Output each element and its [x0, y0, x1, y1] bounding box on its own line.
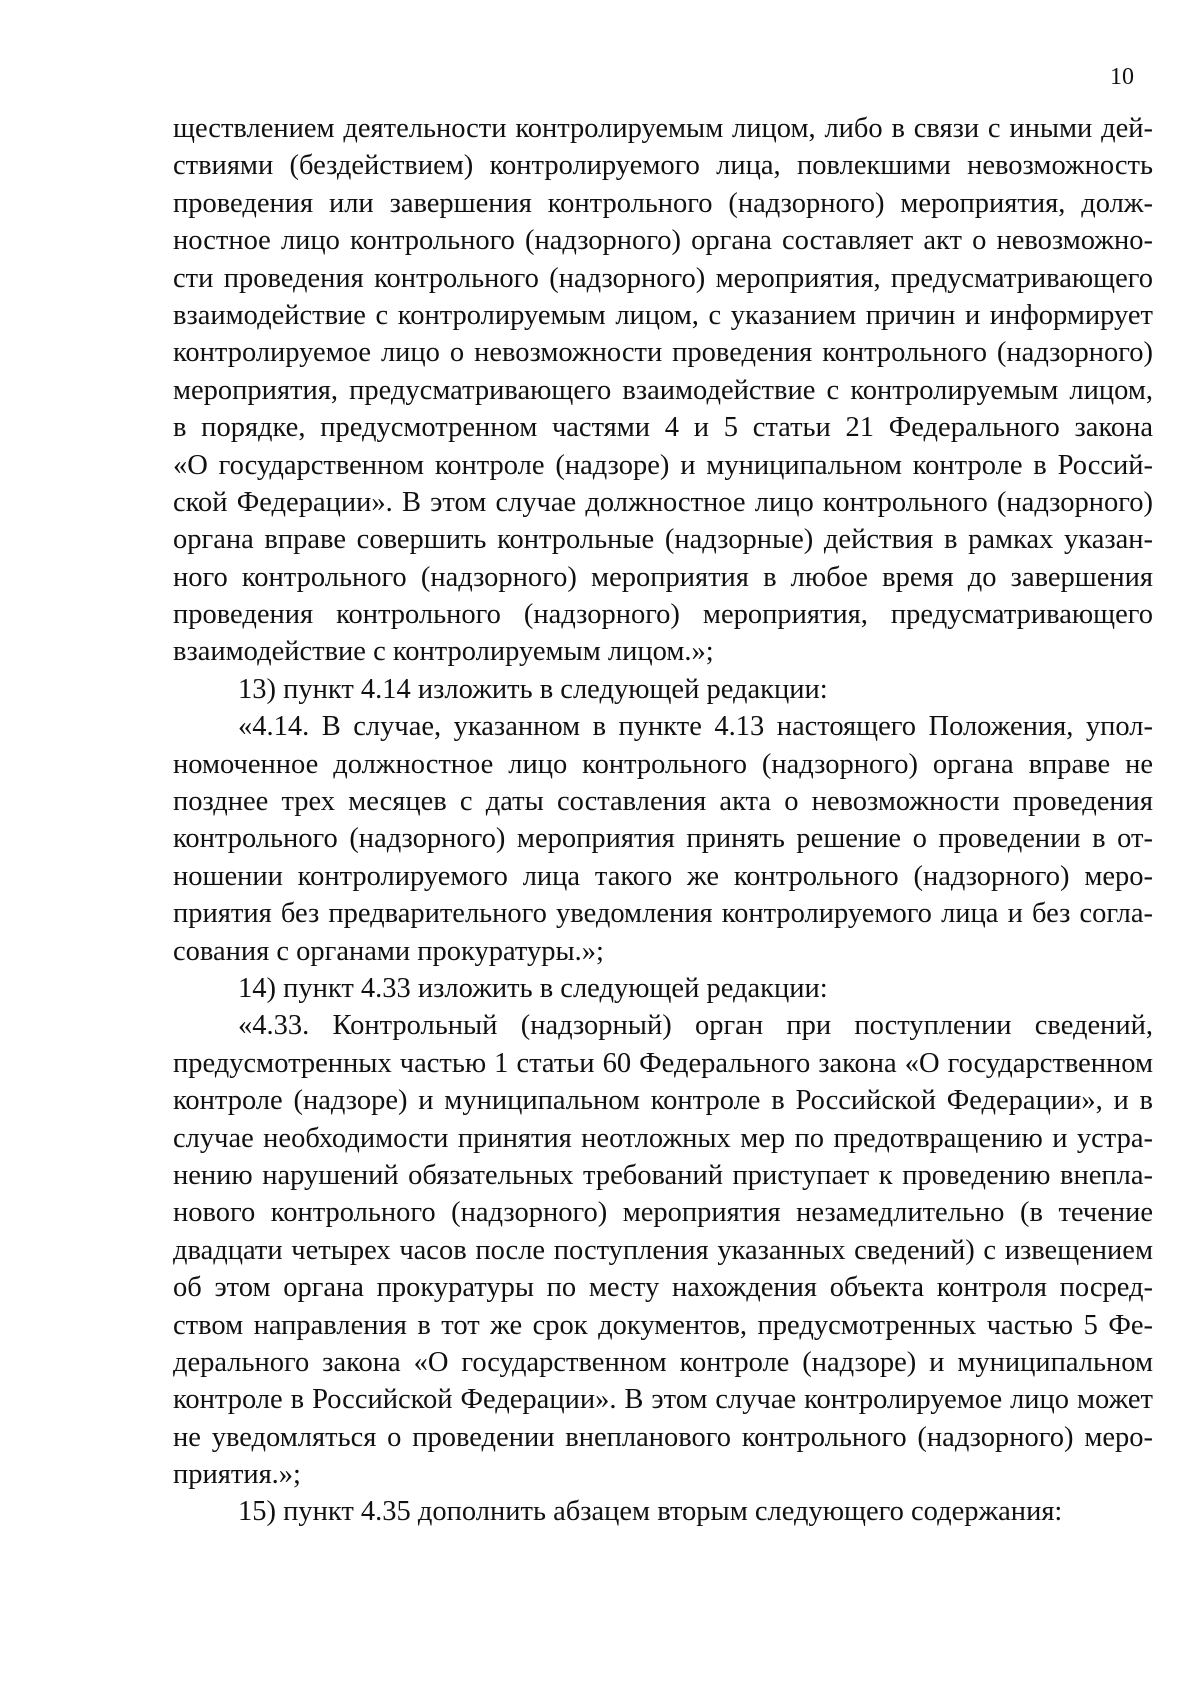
text-line: нового контрольного (надзорного) мероприятия незамедлительно (в течение	[173, 1197, 1153, 1229]
text-line: приятия без предварительного уведомления контролируемого лица и без согла-	[173, 898, 1153, 930]
text-line: ской Федерации». В этом случае должностное лицо контрольного (надзорного)	[173, 486, 1153, 518]
text-line: сования с органами прокуратуры.»;	[173, 935, 604, 967]
text-line: «О государственном контроле (надзоре) и муниципальном контроле в Россий-	[173, 449, 1153, 481]
text-line: нению нарушений обязательных требований приступает к проведению внепла-	[173, 1159, 1153, 1191]
text-line: позднее трех месяцев с даты составления акта о невозможности проведения	[173, 786, 1153, 818]
text-line: в порядке, предусмотренном частями 4 и 5 статьи 21 Федерального закона	[173, 412, 1153, 444]
text-line: ностное лицо контрольного (надзорного) органа составляет акт о невозможно-	[173, 225, 1153, 257]
text-line: 13) пункт 4.14 изложить в следующей редакции:	[238, 673, 828, 705]
text-line: не уведомляться о проведении внепланового контрольного (надзорного) меро-	[173, 1421, 1153, 1453]
text-line: об этом органа прокуратуры по месту нахождения объекта контроля посред-	[173, 1272, 1153, 1304]
text-line: органа вправе совершить контрольные (надзорные) действия в рамках указан-	[173, 524, 1153, 556]
text-line: 15) пункт 4.35 дополнить абзацем вторым следующего содержания:	[238, 1496, 1063, 1528]
text-line: 14) пункт 4.33 изложить в следующей редакции:	[238, 972, 828, 1004]
text-line: номоченное должностное лицо контрольного (надзорного) органа вправе не	[173, 748, 1153, 780]
text-line: приятия.»;	[173, 1459, 301, 1491]
text-line: контроле (надзоре) и муниципальном контроле в Российской Федерации», и в	[173, 1085, 1153, 1117]
text-line: ного контрольного (надзорного) мероприятия в любое время до завершения	[173, 561, 1153, 593]
text-line: «4.33. Контрольный (надзорный) орган при поступлении сведений,	[238, 1010, 1153, 1042]
text-line: взаимодействие с контролируемым лицом.»;	[173, 636, 714, 668]
text-line: ствиями (бездействием) контролируемого лица, повлекшими невозможность	[173, 150, 1153, 182]
text-line: контролируемое лицо о невозможности проведения контрольного (надзорного)	[173, 337, 1153, 369]
text-line: случае необходимости принятия неотложных мер по предотвращению и устра-	[173, 1122, 1153, 1154]
text-line: мероприятия, предусматривающего взаимодействие с контролируемым лицом,	[173, 374, 1153, 406]
text-line: контрольного (надзорного) мероприятия принять решение о проведении в от-	[173, 823, 1153, 855]
document-body	[173, 110, 1153, 1531]
page-number: 10	[1110, 64, 1134, 90]
text-line: предусмотренных частью 1 статьи 60 Федерального закона «О государственном	[173, 1047, 1153, 1079]
text-line: ством направления в тот же срок документов, предусмотренных частью 5 Фе-	[173, 1309, 1153, 1341]
text-line: ществлением деятельности контролируемым лицом, либо в связи с иными дей-	[173, 113, 1153, 144]
text-line: проведения или завершения контрольного (надзорного) мероприятия, долж-	[173, 187, 1153, 219]
text-line: взаимодействие с контролируемым лицом, с указанием причин и информирует	[173, 299, 1153, 331]
text-line: ношении контролируемого лица такого же контрольного (надзорного) меро-	[173, 860, 1153, 892]
text-line: дерального закона «О государственном контроле (надзоре) и муниципальном	[173, 1346, 1153, 1378]
text-line: проведения контрольного (надзорного) мероприятия, предусматривающего	[173, 599, 1153, 631]
text-line: контроле в Российской Федерации». В этом случае контролируемое лицо может	[173, 1384, 1153, 1416]
text-line: «4.14. В случае, указанном в пункте 4.13 настоящего Положения, упол-	[238, 711, 1153, 743]
text-line: сти проведения контрольного (надзорного) мероприятия, предусматривающего	[173, 262, 1153, 294]
text-line: двадцати четырех часов после поступления указанных сведений) с извещением	[173, 1234, 1153, 1266]
